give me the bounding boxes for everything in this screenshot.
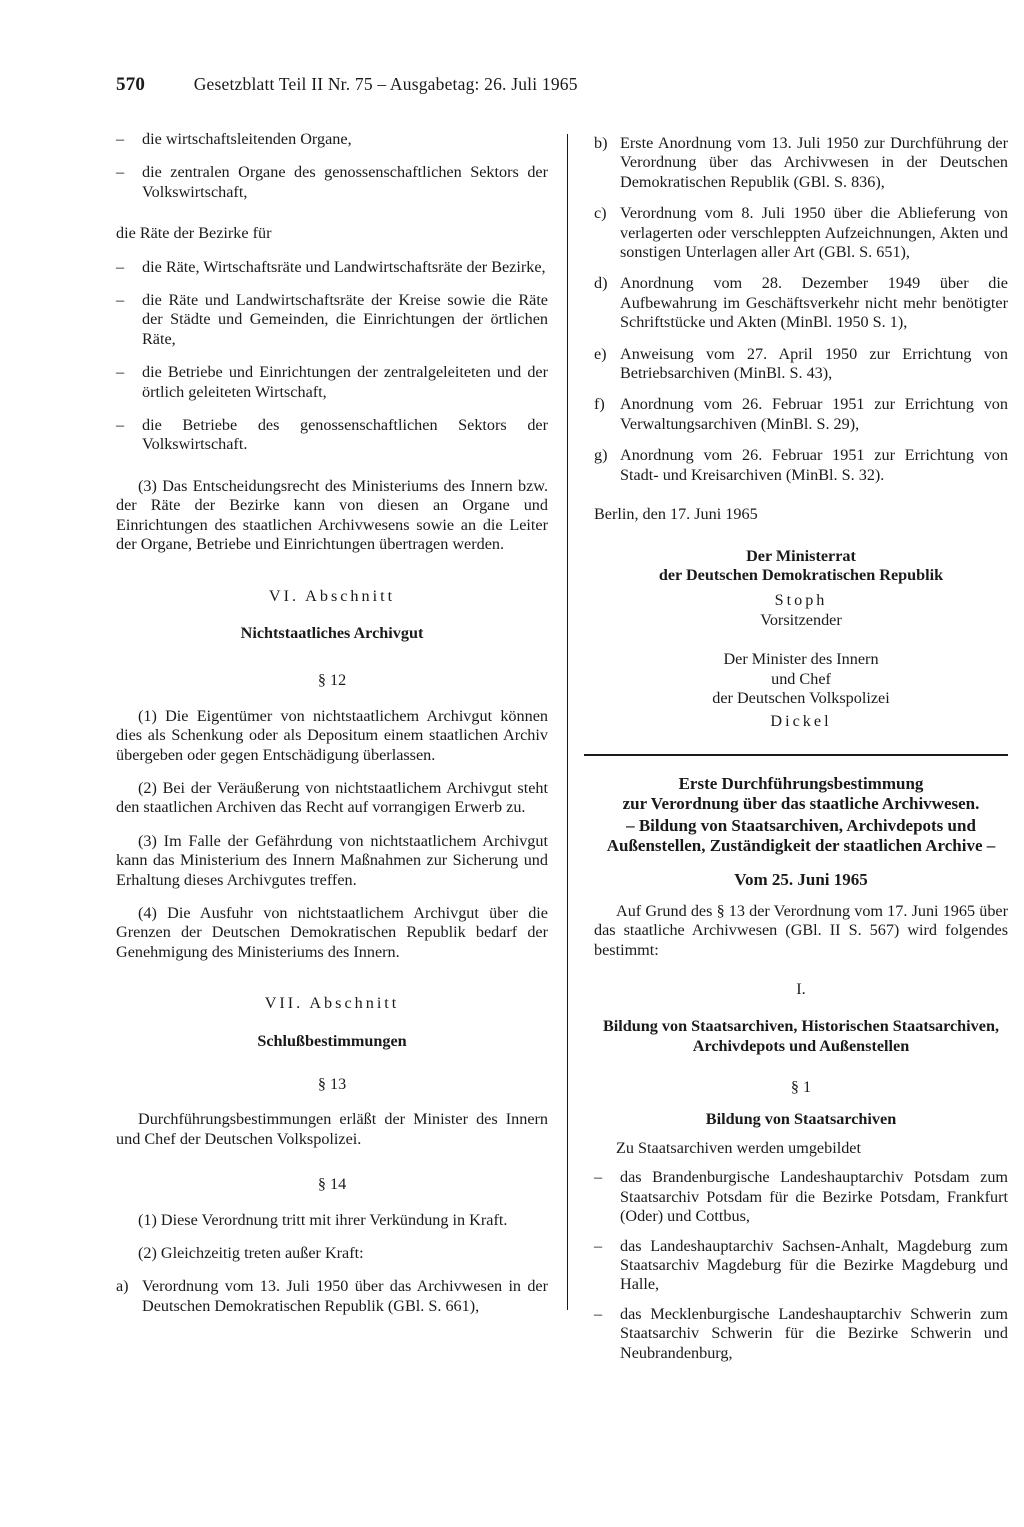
list-item [116,258,548,277]
section-7-heading: VII. Abschnitt [264,994,400,1013]
dash-marker: – [116,363,125,382]
section-rule [584,754,1008,756]
raete-intro: die Räte der Bezirke für [116,224,272,243]
repealed-list [594,134,1008,485]
list-item [116,416,548,455]
item-marker: a) [116,1277,129,1296]
list-item-text: Verordnung vom 8. Juli 1950 über die Ablieferung von verlagerten oder verschleppten Aufzeichnungen, Akten und sonstigen Unterlagen aller Art (GBl. S. 651), [620,204,1008,262]
dash-marker: – [594,1236,603,1255]
para-12-2: (2) Bei der Veräußerung von nichtstaatlichem Archivgut steht den staatlichen Archiven das Recht auf vorrangigen Erwerb zu. [116,778,548,817]
dash-marker: – [594,1168,603,1187]
decree-intro: Auf Grund des § 13 der Verordnung vom 17. Juni 1965 über das staatliche Archivwesen (GBl. II S. 567) wird folgendes bestimmt: [594,901,1008,959]
list-item [594,134,1008,192]
minister-line-3: der Deutschen Volkspolizei [712,688,890,707]
paragraph-1-intro: Zu Staatsarchiven werden umgebildet [616,1139,861,1157]
part-1-heading: I. [796,979,806,998]
running-title: Gesetzblatt Teil II Nr. 75 – Ausgabetag: 26. Juli 1965 [193,74,578,94]
dash-marker: – [116,163,125,182]
para-12-3: (3) Im Falle der Gefährdung von nichtstaatlichem Archivgut kann das Ministerium des Innern Maßnahmen zur Sicherung und Erhaltung dieses Archivgutes treffen. [116,831,548,889]
list-item [594,1237,1008,1295]
list-item-text: Anordnung vom 26. Februar 1951 zur Errichtung von Verwaltungsarchiven (MinBl. S. 29), [620,395,1008,433]
decree-title-line-2: zur Verordnung über das staatliche Archivwesen. [622,793,980,813]
list-item-text: die zentralen Organe des genossenschaftlichen Sektors der Volkswirtschaft, [142,163,548,201]
list-item-text: die Betriebe des genossenschaftlichen Sektors der Volkswirtschaft. [142,416,548,454]
section-7-title: Schlußbestimmungen [257,1031,407,1050]
list-item-text: Verordnung vom 13. Juli 1950 über das Archivwesen in der Deutschen Demokratischen Republik (GBl. S. 661), [142,1277,548,1315]
paragraph-1-heading: § 1 [790,1078,812,1097]
list-item [594,1168,1008,1226]
section-6-title: Nichtstaatliches Archivgut [240,623,424,642]
part-1-title: Bildung von Staatsarchiven, Historischen Staatsarchiven, Archivdepots und Außenstellen [602,1017,1000,1055]
list-item [116,130,548,149]
list-item-text: Anweisung vom 27. April 1950 zur Errichtung von Betriebsarchiven (MinBl. S. 43), [620,344,1008,383]
item-marker: e) [594,344,607,363]
list-item [594,345,1008,384]
list-item-text: das Landeshauptarchiv Sachsen-Anhalt, Magdeburg zum Staatsarchiv Magdeburg für die Bezirke Magdeburg und Halle, [620,1236,1008,1294]
item-marker: b) [594,134,608,152]
list-item [594,446,1008,485]
dash-marker: – [116,291,125,310]
paragraph-13-heading: § 13 [317,1075,347,1093]
minister-line-1: Der Minister des Innern [723,650,879,669]
section-6-heading: VI. Abschnitt [268,586,396,605]
paragraph-1-title: Bildung von Staatsarchiven [705,1109,897,1128]
council-line-1: Der Ministerrat [746,546,856,565]
list-item [116,1277,548,1316]
dash-marker: – [116,130,125,148]
right-column [594,134,1008,1373]
para-12-1: (1) Die Eigentümer von nichtstaatlichem Archivgut können dies als Schenkung oder als Depositum einem staatlichen Archiv übergeben oder gegen Entschädigung überlassen. [116,706,548,764]
para-13: Durchführungsbestimmungen erläßt der Minister des Innern und Chef der Deutschen Volkspolizei. [116,1110,548,1148]
place-date: Berlin, den 17. Juni 1965 [594,505,758,524]
paragraph-3: (3) Das Entscheidungsrecht des Ministeriums des Innern bzw. der Räte der Bezirke kann von diesen an Organe und Einrichtungen des staatlichen Archivwesens sowie an die Leiter der Organe, Betriebe und Einrichtungen übertragen werden. [116,476,548,554]
item-marker: g) [594,446,608,465]
list-item [116,291,548,349]
archive-list [594,1168,1008,1363]
list-item-text: das Mecklenburgische Landeshauptarchiv Schwerin zum Staatsarchiv Schwerin für die Bezirke Schwerin und Neubrandenburg, [620,1304,1008,1362]
list-item [594,1305,1008,1363]
page-number: 570 [116,74,146,95]
signature-name-1: Stoph [774,591,828,610]
signature-name-2: Dickel [770,712,832,731]
dash-marker: – [116,257,125,276]
left-column [116,130,548,1328]
decree-date: Vom 25. Juni 1965 [734,869,868,889]
paragraph-14-heading: § 14 [317,1175,347,1194]
list-item [594,204,1008,262]
list-item [594,274,1008,332]
paragraph-12-heading: § 12 [317,671,347,690]
item-marker: d) [594,274,608,293]
item-marker: f) [594,395,605,414]
dash-marker: – [116,416,125,435]
list-item [594,395,1008,434]
list-item-text: die Betriebe und Einrichtungen der zentralgeleiteten und der örtlich geleiteten Wirtschaft, [142,363,548,401]
list-item-text: Erste Anordnung vom 13. Juli 1950 zur Durchführung der Verordnung über das Archivwesen in der Deutschen Demokratischen Republik (GBl. S. 836), [620,134,1008,191]
list-item-text: Anordnung vom 26. Februar 1951 zur Errichtung von Stadt- und Kreisarchiven (MinBl. S. 32). [620,446,1008,484]
council-line-2: der Deutschen Demokratischen Republik [658,565,944,584]
para-14-1: (1) Diese Verordnung tritt mit ihrer Verkündung in Kraft. [138,1210,508,1229]
list-item-text: die wirtschaftsleitenden Organe, [142,130,352,148]
decree-title-line-1: Erste Durchführungsbestimmung [678,773,924,793]
page-header [116,74,996,96]
dash-marker: – [594,1304,603,1323]
para-12-4: (4) Die Ausfuhr von nichtstaatlichem Archivgut über die Grenzen der Deutschen Demokratischen Republik bedarf der Genehmigung des Ministeriums des Innern. [116,903,548,961]
list-item [116,163,548,202]
decree-title-line-3: – Bildung von Staatsarchiven, Archivdepots und Außenstellen, Zuständigkeit der staatlichen Archive – [606,815,996,855]
item-marker: c) [594,204,607,223]
para-14-2: (2) Gleichzeitig treten außer Kraft: [138,1244,364,1263]
list-item-text: die Räte, Wirtschaftsräte und Landwirtschaftsräte der Bezirke, [142,257,546,276]
minister-line-2: und Chef [771,669,831,688]
list-item-text: Anordnung vom 28. Dezember 1949 über die Aufbewahrung im Geschäftsverkehr nicht mehr benötigter Schriftstücke und Akten (MinBl. 1950 S. 1), [620,274,1008,332]
list-item [116,363,548,402]
signature-title-1: Vorsitzender [760,610,842,629]
list-item-text: das Brandenburgische Landeshauptarchiv Potsdam zum Staatsarchiv Potsdam für die Bezirke Potsdam, Frankfurt (Oder) und Cottbus, [620,1168,1008,1226]
column-divider [567,134,568,1310]
list-item-text: die Räte und Landwirtschaftsräte der Kreise sowie die Räte der Städte und Gemeinden, die Einrichtungen der örtlichen Räte, [142,291,548,348]
